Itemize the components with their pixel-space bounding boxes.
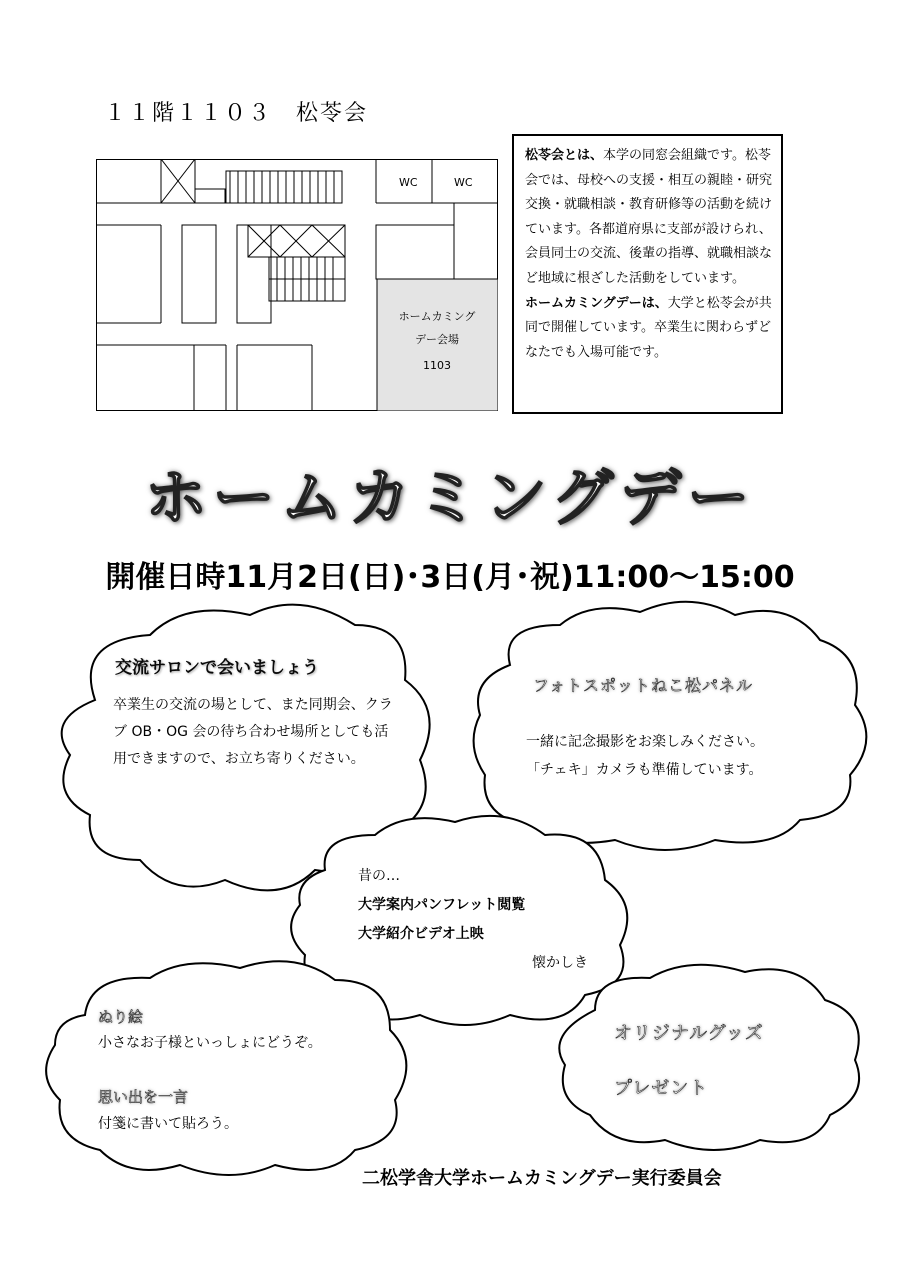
cloud-goods <box>559 965 859 1150</box>
coloring-body: 小さなお子様といっしょにどうぞ。 <box>98 1035 322 1051</box>
photo-line-1: 一緒に記念撮影をお楽しみください。 <box>526 734 764 750</box>
wc-label-right: WC <box>454 176 473 189</box>
goods-line-1: オリジナルグッズ <box>614 1023 764 1044</box>
organizer-footer: 二松学舎大学ホームカミングデー実行委員会 <box>362 1168 722 1189</box>
event-datetime: 開催日時11月2日(日)･3日(月･祝)11:00～15:00 <box>105 560 795 595</box>
venue-label-line2: デー会場 <box>415 333 459 346</box>
nostalgia-body <box>358 862 588 978</box>
floor-title: １１階１１０３ 松苓会 <box>104 101 369 126</box>
salon-body: 卒業生の交流の場として、また同期会、クラブ OB・OG 会の待ち合わせ場所としても活用できますので、お立ち寄りください。 <box>113 697 393 767</box>
photo-body <box>526 728 764 784</box>
event-headline: ホームカミングデー <box>144 461 756 534</box>
coloring-title: ぬり絵 <box>98 1008 144 1026</box>
wc-label-left: WC <box>399 176 418 189</box>
memory-body: 付箋に書いて貼ろう。 <box>98 1116 238 1132</box>
cloud-coloring <box>46 961 406 1175</box>
homecoming-lead: ホームカミングデーは、 <box>525 295 668 311</box>
nostalgia-line-3: 大学紹介ビデオ上映 <box>358 926 484 942</box>
salon-title: 交流サロンで会いましょう <box>115 658 319 678</box>
venue-label-line1: ホームカミング <box>398 310 476 323</box>
nostalgia-line-4: 懐かしき <box>532 955 588 971</box>
homecoming-text: 大学と松苓会が共同で開催しています。卒業生に関わらずどなたでも入場可能です。 <box>525 295 772 360</box>
memory-title: 思い出を一言 <box>98 1088 189 1106</box>
photo-line-2: 「チェキ」カメラも準備しています。 <box>526 762 763 778</box>
association-text: 本学の同窓会組織です。松苓会では、母校への支援・相互の親睦・研究交換・就職相談・教育研修等の活動を続けています。各都道府県に支部が設けられ、会員同士の交流、後輩の指導、就職相談など地域に根ざした活動をしています。 <box>525 148 773 286</box>
nostalgia-line-1: 昔の… <box>358 868 400 884</box>
nostalgia-line-2: 大学案内パンフレット閲覧 <box>358 897 526 913</box>
association-lead: 松苓会とは、 <box>525 148 604 163</box>
goods-line-2: プレゼント <box>614 1078 709 1099</box>
photo-title: フォトスポットねこ松パネル <box>533 676 754 695</box>
venue-room-number: 1103 <box>423 359 451 372</box>
cloud-photo <box>474 602 867 850</box>
